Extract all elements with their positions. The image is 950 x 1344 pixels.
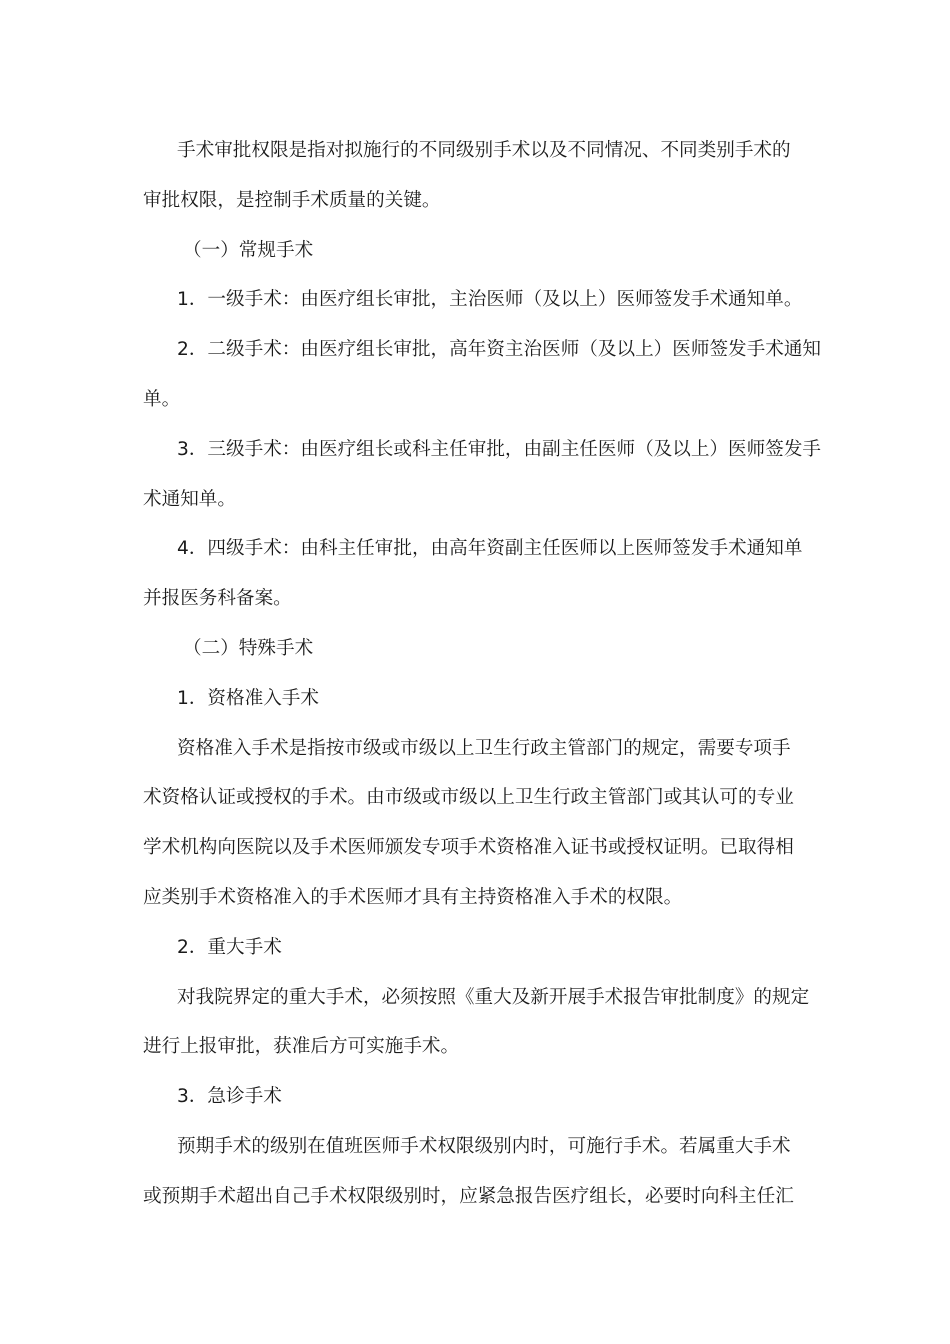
paragraph-line: 2．二级手术：由医疗组长审批，高年资主治医师（及以上）医师签发手术通知 <box>177 339 822 361</box>
subsection-heading: 2．重大手术 <box>177 936 282 958</box>
paragraph-line: 资格准入手术是指按市级或市级以上卫生行政主管部门的规定，需要专项手 <box>177 737 791 759</box>
paragraph-line: 1．一级手术：由医疗组长审批，主治医师（及以上）医师签发手术通知单。 <box>177 289 803 311</box>
paragraph-line: 审批权限，是控制手术质量的关键。 <box>143 189 441 211</box>
section-heading: （一）常规手术 <box>183 239 314 261</box>
paragraph-line: 应类别手术资格准入的手术医师才具有主持资格准入手术的权限。 <box>143 886 683 908</box>
paragraph-line: 对我院界定的重大手术，必须按照《重大及新开展手术报告审批制度》的规定 <box>177 986 810 1008</box>
paragraph-line: 术资格认证或授权的手术。由市级或市级以上卫生行政主管部门或其认可的专业 <box>143 787 794 809</box>
document-body <box>143 126 822 1222</box>
paragraph-line: 手术审批权限是指对拟施行的不同级别手术以及不同情况、不同类别手术的 <box>177 140 791 161</box>
paragraph-line: 进行上报审批，获准后方可实施手术。 <box>143 1036 460 1058</box>
section-heading: （二）特殊手术 <box>183 637 314 659</box>
paragraph-line: 4．四级手术：由科主任审批，由高年资副主任医师以上医师签发手术通知单 <box>177 538 803 560</box>
paragraph-line: 并报医务科备案。 <box>143 588 292 610</box>
subsection-heading: 3．急诊手术 <box>177 1086 282 1108</box>
paragraph-line: 或预期手术超出自己手术权限级别时，应紧急报告医疗组长，必要时向科主任汇 <box>143 1185 794 1207</box>
paragraph-line: 学术机构向医院以及手术医师颁发专项手术资格准入证书或授权证明。已取得相 <box>143 837 794 859</box>
paragraph-line: 3．三级手术：由医疗组长或科主任审批，由副主任医师（及以上）医师签发手 <box>177 438 822 460</box>
paragraph-line: 单。 <box>143 388 181 410</box>
subsection-heading: 1．资格准入手术 <box>177 687 319 709</box>
paragraph-line: 预期手术的级别在值班医师手术权限级别内时，可施行手术。若属重大手术 <box>177 1135 791 1157</box>
paragraph-line: 术通知单。 <box>143 488 236 510</box>
